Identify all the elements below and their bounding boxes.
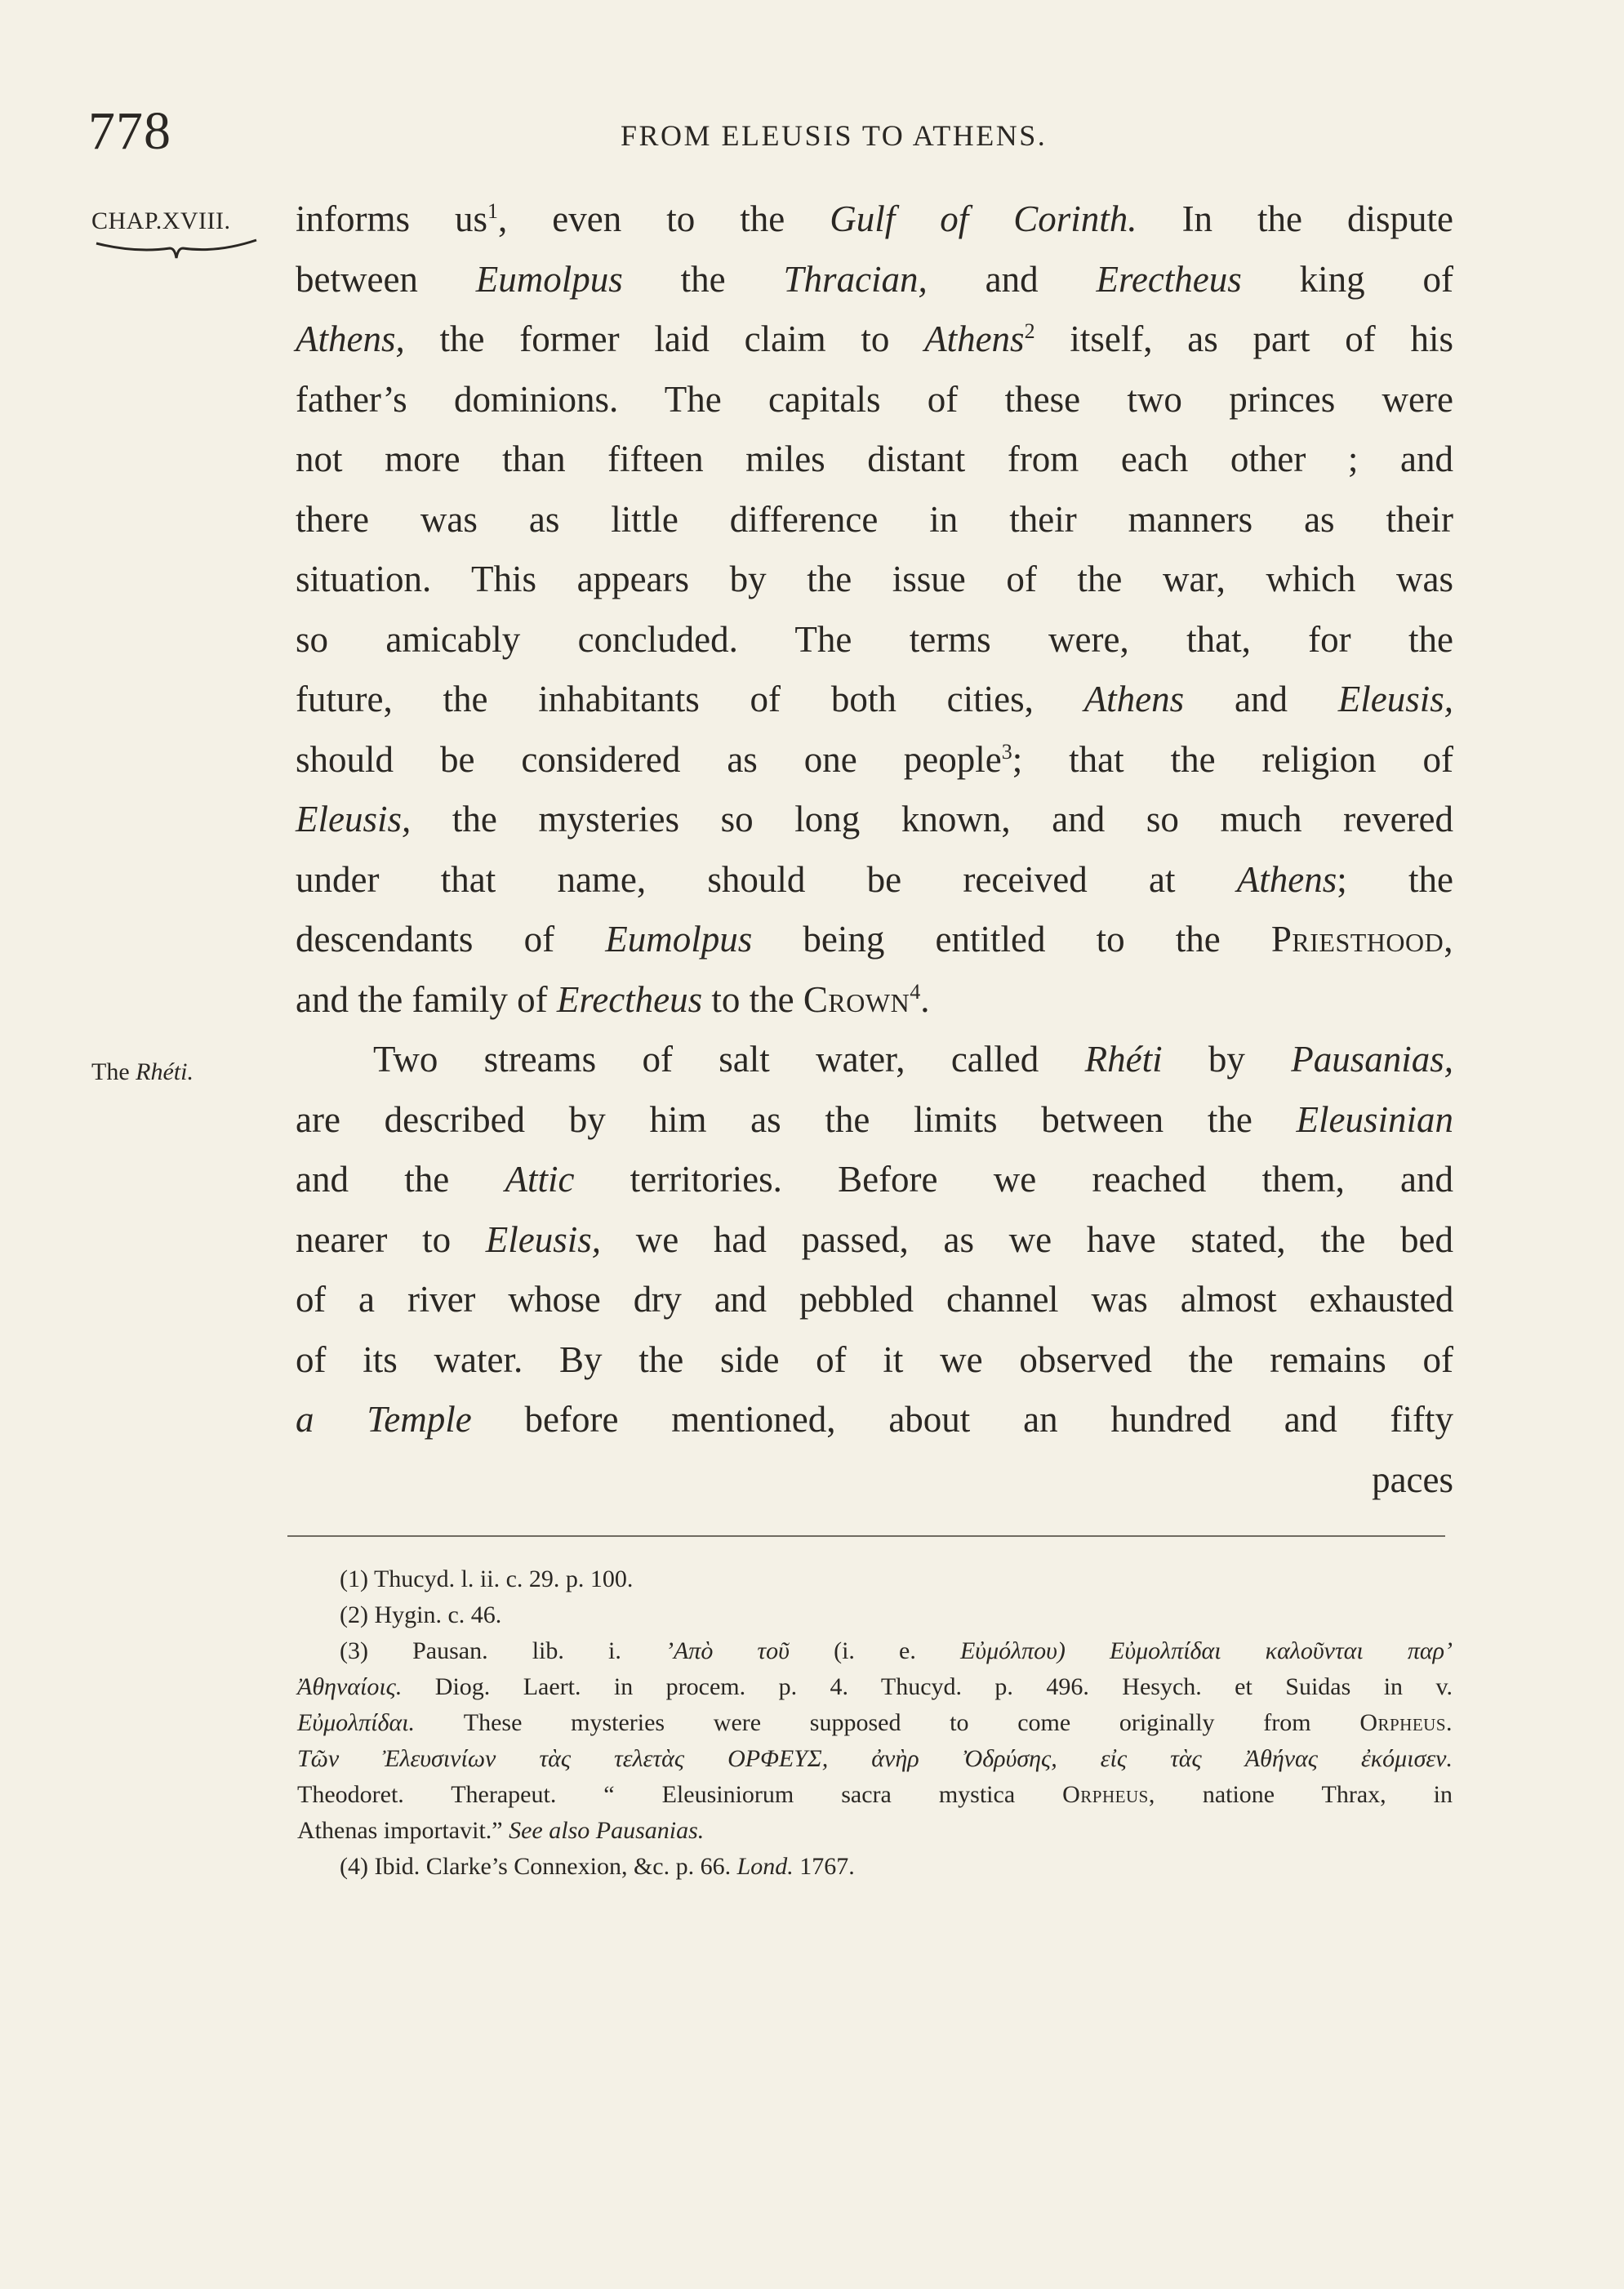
marginal-note-italic: Rhéti. — [136, 1058, 194, 1085]
text-run: (i. e. — [834, 1637, 916, 1664]
chapter-marginal-label: CHAP.XVIII. — [91, 207, 231, 234]
text-run: and the — [296, 1159, 450, 1200]
marginal-note-rheti — [91, 1058, 194, 1086]
small-caps-run: Orpheus. — [1359, 1709, 1453, 1736]
italic-run: a Temple — [296, 1399, 472, 1440]
italic-run: Gulf of Corinth. — [830, 198, 1137, 239]
italic-run: See also Pausanias. — [509, 1817, 705, 1844]
footnote-ref-4: 4 — [910, 979, 921, 1004]
text-line — [296, 1210, 1453, 1271]
text-run: Two streams of salt water, called — [373, 1039, 1039, 1080]
italic-run: Pausanias, — [1291, 1039, 1454, 1080]
italic-run: Athens — [1083, 679, 1185, 719]
italic-run: Eleusis, — [296, 799, 412, 839]
small-caps-run: Priesthood, — [1270, 919, 1454, 960]
text-line: not more than fifteen miles distant from each other ; and — [296, 439, 1453, 479]
footnote-1: (1) Thucyd. l. ii. c. 29. p. 100. — [340, 1565, 634, 1592]
text-line — [296, 730, 1453, 790]
italic-run: Thracian, — [783, 258, 928, 300]
text-run: the — [680, 258, 726, 300]
footnote-3-line — [297, 1741, 1453, 1777]
italic-run: Erectheus — [1096, 258, 1242, 300]
text-run: Theodoret. Therapeut. “ Eleusiniorum sacra mystica — [297, 1781, 1016, 1808]
footnote-4 — [297, 1849, 1453, 1885]
text-line: situation. This appears by the issue of the war, which was — [296, 559, 1453, 599]
text-run: before mentioned, about an hundred and fifty — [524, 1399, 1454, 1440]
text-run: are described by him as the limits between the — [296, 1098, 1252, 1140]
italic-run: Eumolpus — [475, 258, 623, 300]
text-line: so amicably concluded. The terms were, that, for the — [296, 618, 1453, 660]
footnote-3-line — [297, 1777, 1453, 1813]
text-run: and — [985, 258, 1039, 300]
text-run: descendants of — [296, 919, 555, 960]
small-caps-run: Crown — [803, 978, 910, 1020]
text-line: father’s dominions. The capitals of these two princes were — [296, 378, 1453, 420]
italic-run: Athens, — [296, 318, 405, 359]
italic-run: Rhéti — [1084, 1039, 1163, 1080]
text-line — [296, 1090, 1453, 1151]
greek-run: ’Απὸ τοῦ — [665, 1637, 790, 1664]
italic-run: Eleusinian — [1296, 1098, 1453, 1140]
text-line: of its water. By the side of it we observed the remains of — [296, 1338, 1453, 1380]
footnote-ref-2: 2 — [1024, 319, 1035, 343]
text-run: we had passed, as we have stated, the bed — [635, 1218, 1454, 1260]
italic-run: Lond. — [736, 1853, 794, 1880]
greek-run: Ἀθηναίοις. — [297, 1673, 403, 1700]
small-caps-run: Orpheus, — [1062, 1781, 1155, 1808]
footnote-ref-1: 1 — [487, 199, 499, 223]
text-line: there was as little difference in their manners as their — [296, 498, 1453, 540]
text-run: . — [920, 978, 930, 1020]
italic-run: Eleusis, — [1337, 679, 1454, 719]
footnote-3-line — [297, 1705, 1453, 1741]
text-run: informs us — [296, 198, 488, 239]
italic-run: Eleusis, — [485, 1218, 602, 1260]
footnotes — [297, 1561, 1453, 1885]
text-run: Athenas importavit.” — [297, 1817, 503, 1844]
footnote-2: (2) Hygin. c. 46. — [340, 1601, 502, 1628]
text-run: (3) Pausan. lib. i. — [340, 1637, 621, 1664]
text-line — [296, 1030, 1453, 1090]
text-run: 1767. — [799, 1853, 855, 1880]
text-run: between — [296, 258, 418, 300]
text-run: ; that the religion of — [1012, 738, 1453, 780]
text-line — [296, 850, 1453, 911]
catchword: paces — [1372, 1458, 1453, 1500]
text-run: nearer to — [296, 1218, 452, 1260]
text-run: the former laid claim to — [439, 318, 890, 359]
text-run: natione Thrax, in — [1202, 1781, 1453, 1808]
text-run: being entitled to the — [803, 919, 1221, 960]
text-run: itself, as part of his — [1070, 318, 1453, 359]
text-run: should be considered as one people — [296, 738, 1002, 780]
text-line — [296, 250, 1453, 310]
italic-run: Attic — [505, 1159, 575, 1200]
text-line — [296, 310, 1453, 370]
body-text — [296, 189, 1453, 1510]
text-line — [296, 790, 1453, 850]
italic-run: Athens — [924, 318, 1025, 359]
text-run: by — [1208, 1039, 1245, 1080]
text-line — [296, 1390, 1453, 1450]
text-run: future, the inhabitants of both cities, — [296, 679, 1034, 719]
text-run: In the dispute — [1181, 198, 1454, 239]
footnote-3-line — [297, 1669, 1453, 1705]
marginal-note-prefix: The — [91, 1058, 130, 1085]
text-line — [296, 189, 1453, 250]
text-run: to the — [711, 978, 794, 1020]
text-line — [296, 1150, 1453, 1210]
text-run: ; the — [1337, 858, 1453, 900]
footnote-3-line — [297, 1633, 1453, 1669]
greek-run: Εὐμολπίδαι. — [297, 1709, 416, 1736]
greek-run: Εὐμόλπου) Εὐμολπίδαι καλοῦνται παρ’ — [959, 1637, 1453, 1664]
text-run: the mysteries so long known, and so much revered — [452, 799, 1453, 839]
footnote-3-line — [297, 1813, 1453, 1849]
italic-run: Eumolpus — [605, 919, 753, 960]
text-run: , even to the — [498, 198, 785, 239]
text-run: (4) Ibid. Clarke’s Connexion, &c. p. 66. — [340, 1853, 732, 1880]
text-line — [296, 910, 1453, 970]
italic-run: Erectheus — [556, 978, 703, 1020]
footnote-divider — [287, 1535, 1445, 1537]
text-run: These mysteries were supposed to come originally from — [463, 1709, 1311, 1736]
text-line: of a river whose dry and pebbled channel was almost exhausted — [296, 1279, 1453, 1320]
text-line — [296, 670, 1453, 730]
running-title: FROM ELEUSIS TO ATHENS. — [621, 119, 1048, 152]
text-run: and — [1234, 679, 1288, 719]
text-run: under that name, should be received at — [296, 858, 1176, 900]
chapter-brace-ornament — [95, 238, 258, 261]
footnote-ref-3: 3 — [1001, 739, 1012, 764]
text-run: and the family of — [296, 978, 548, 1020]
text-run: king of — [1299, 258, 1454, 300]
italic-run: Athens — [1236, 858, 1337, 900]
page-number: 778 — [88, 101, 171, 161]
text-line — [296, 970, 1453, 1031]
text-run: Diog. Laert. in procem. p. 4. Thucyd. p. 496. Hesych. et Suidas in v. — [434, 1673, 1453, 1700]
greek-run: Τῶν Ἐλευσινίων τὰς τελετὰς ΟΡΦΕΥΣ, ἀνὴρ Ὀδρύσης, εἰς τὰς Ἀθήνας ἐκόμισεν. — [297, 1745, 1453, 1772]
text-run: territories. Before we reached them, and — [630, 1159, 1454, 1200]
